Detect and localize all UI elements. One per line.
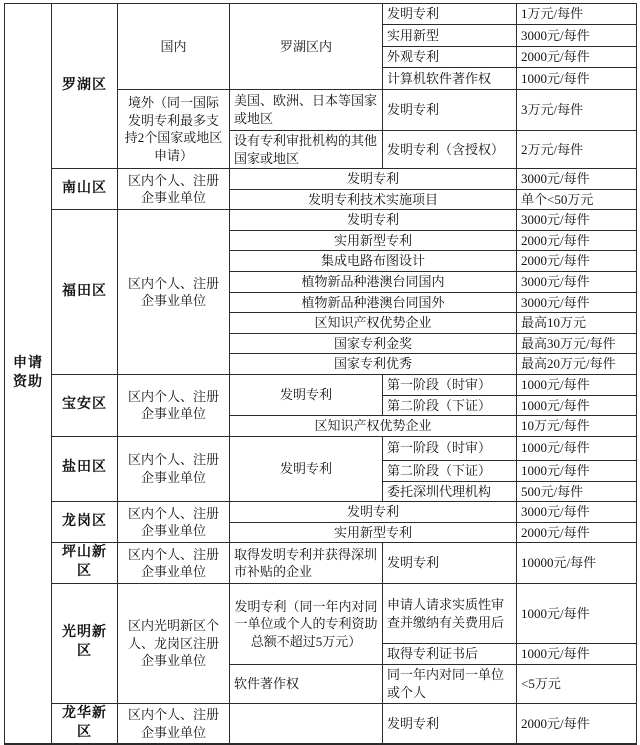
cell-project: 发明专利 bbox=[383, 90, 517, 131]
cell-applicant: 区内光明新区个人、龙岗区注册企事业单位 bbox=[118, 584, 230, 704]
cell-stage: 第一阶段（时审） bbox=[383, 436, 517, 460]
table-row bbox=[5, 375, 637, 396]
cell-project: 发明专利 bbox=[383, 703, 517, 744]
cell-project: 发明专利 bbox=[230, 502, 517, 523]
cell-applicant: 区内个人、注册企事业单位 bbox=[118, 375, 230, 437]
cell-amount: 500元/每件 bbox=[517, 481, 637, 502]
cell-project: 发明专利（含授权） bbox=[383, 131, 517, 169]
cell-amount: 3000元/每件 bbox=[517, 210, 637, 231]
cell-project: 植物新品种港澳台同国外 bbox=[230, 292, 517, 313]
cell-condition: 取得专利证书后 bbox=[383, 644, 517, 665]
cell-empty bbox=[230, 703, 383, 744]
cell-district-longgang: 龙岗区 bbox=[52, 502, 118, 543]
cell-project: 发明专利 bbox=[230, 210, 517, 231]
cell-amount: 3000元/每件 bbox=[517, 25, 637, 47]
cell-amount: 最高10万元 bbox=[517, 313, 637, 334]
table-row bbox=[5, 584, 637, 644]
cell-applicant: 区内个人、注册企事业单位 bbox=[118, 543, 230, 584]
cell-project: 发明专利 bbox=[230, 169, 517, 190]
cell-amount: 2000元/每件 bbox=[517, 703, 637, 744]
cell-amount: 1000元/每件 bbox=[517, 375, 637, 396]
cell-amount: 1000元/每件 bbox=[517, 68, 637, 90]
cell-project: 发明专利 bbox=[230, 375, 383, 416]
cell-amount: 1000元/每件 bbox=[517, 436, 637, 460]
cell-amount: 1000元/每件 bbox=[517, 395, 637, 416]
cell-stage: 第一阶段（时审） bbox=[383, 375, 517, 396]
cell-condition: 取得发明专利并获得深圳市补贴的企业 bbox=[230, 543, 383, 584]
cell-district-futian: 福田区 bbox=[52, 210, 118, 375]
cell-amount: 2000元/每件 bbox=[517, 251, 637, 272]
cell-region: 美国、欧洲、日本等国家或地区 bbox=[230, 90, 383, 131]
cell-amount: 1000元/每件 bbox=[517, 644, 637, 665]
cell-condition: 同一年内对同一单位或个人 bbox=[383, 664, 517, 703]
cell-applicant: 区内个人、注册企事业单位 bbox=[118, 169, 230, 210]
cell-project: 软件著作权 bbox=[230, 664, 383, 703]
cell-project: 发明专利 bbox=[383, 4, 517, 25]
cell-district-yantian: 盐田区 bbox=[52, 436, 118, 502]
cell-amount: 3000元/每件 bbox=[517, 292, 637, 313]
table-row bbox=[5, 169, 637, 190]
cell-project: 集成电路布图设计 bbox=[230, 251, 517, 272]
cell-amount: 3万元/每件 bbox=[517, 90, 637, 131]
cell-amount: 1000元/每件 bbox=[517, 584, 637, 644]
cell-project: 发明专利 bbox=[383, 543, 517, 584]
cell-applicant: 区内个人、注册企事业单位 bbox=[118, 502, 230, 543]
cell-applicant: 区内个人、注册企事业单位 bbox=[118, 703, 230, 744]
table-row bbox=[5, 210, 637, 231]
cell-amount: 3000元/每件 bbox=[517, 502, 637, 523]
cell-amount: 2000元/每件 bbox=[517, 230, 637, 251]
cell-project: 发明专利 bbox=[230, 436, 383, 502]
cell-amount: 最高20万元/每件 bbox=[517, 354, 637, 375]
cell-project: 发明专利技术实施项目 bbox=[230, 189, 517, 210]
cell-funding-category: 申请资助 bbox=[5, 4, 52, 745]
cell-district-longhua: 龙华新区 bbox=[52, 703, 118, 744]
cell-amount: <5万元 bbox=[517, 664, 637, 703]
cell-project: 计算机软件著作权 bbox=[383, 68, 517, 90]
cell-scope: 国内 bbox=[118, 4, 230, 90]
cell-amount: 2000元/每件 bbox=[517, 47, 637, 68]
cell-scope: 境外（同一国际发明专利最多支持2个国家或地区申请） bbox=[118, 90, 230, 169]
cell-project: 发明专利（同一年内对同一单位或个人的专利资助总额不超过5万元） bbox=[230, 584, 383, 665]
cell-amount: 10万元/每件 bbox=[517, 416, 637, 437]
cell-stage: 第二阶段（下证） bbox=[383, 395, 517, 416]
subsidy-table bbox=[4, 3, 637, 745]
cell-region: 设有专利审批机构的其他国家或地区 bbox=[230, 131, 383, 169]
cell-region: 罗湖区内 bbox=[230, 4, 383, 90]
cell-district-baoan: 宝安区 bbox=[52, 375, 118, 437]
cell-project: 外观专利 bbox=[383, 47, 517, 68]
cell-project: 实用新型 bbox=[383, 25, 517, 47]
cell-district-luohu: 罗湖区 bbox=[52, 4, 118, 169]
cell-amount: 10000元/每件 bbox=[517, 543, 637, 584]
cell-amount: 单个<50万元 bbox=[517, 189, 637, 210]
cell-amount: 2万元/每件 bbox=[517, 131, 637, 169]
cell-project: 实用新型专利 bbox=[230, 522, 517, 543]
table-row bbox=[5, 543, 637, 584]
cell-project: 国家专利优秀 bbox=[230, 354, 517, 375]
cell-project: 区知识产权优势企业 bbox=[230, 313, 517, 334]
cell-amount: 3000元/每件 bbox=[517, 271, 637, 292]
cell-district-pingshan: 坪山新区 bbox=[52, 543, 118, 584]
cell-district-guangming: 光明新区 bbox=[52, 584, 118, 704]
cell-amount: 2000元/每件 bbox=[517, 522, 637, 543]
table-row bbox=[5, 436, 637, 460]
cell-project: 国家专利金奖 bbox=[230, 333, 517, 354]
cell-project: 植物新品种港澳台同国内 bbox=[230, 271, 517, 292]
cell-district-nanshan: 南山区 bbox=[52, 169, 118, 210]
cell-amount: 1000元/每件 bbox=[517, 460, 637, 481]
cell-amount: 最高30万元/每件 bbox=[517, 333, 637, 354]
cell-project: 实用新型专利 bbox=[230, 230, 517, 251]
cell-amount: 1万元/每件 bbox=[517, 4, 637, 25]
cell-condition: 申请人请求实质性审查并缴纳有关费用后 bbox=[383, 584, 517, 644]
cell-amount: 3000元/每件 bbox=[517, 169, 637, 190]
cell-stage: 委托深圳代理机构 bbox=[383, 481, 517, 502]
cell-project: 区知识产权优势企业 bbox=[230, 416, 517, 437]
table-row bbox=[5, 4, 637, 25]
cell-applicant: 区内个人、注册企事业单位 bbox=[118, 436, 230, 502]
table-row bbox=[5, 502, 637, 523]
cell-applicant: 区内个人、注册企事业单位 bbox=[118, 210, 230, 375]
cell-stage: 第二阶段（下证） bbox=[383, 460, 517, 481]
table-row bbox=[5, 703, 637, 744]
